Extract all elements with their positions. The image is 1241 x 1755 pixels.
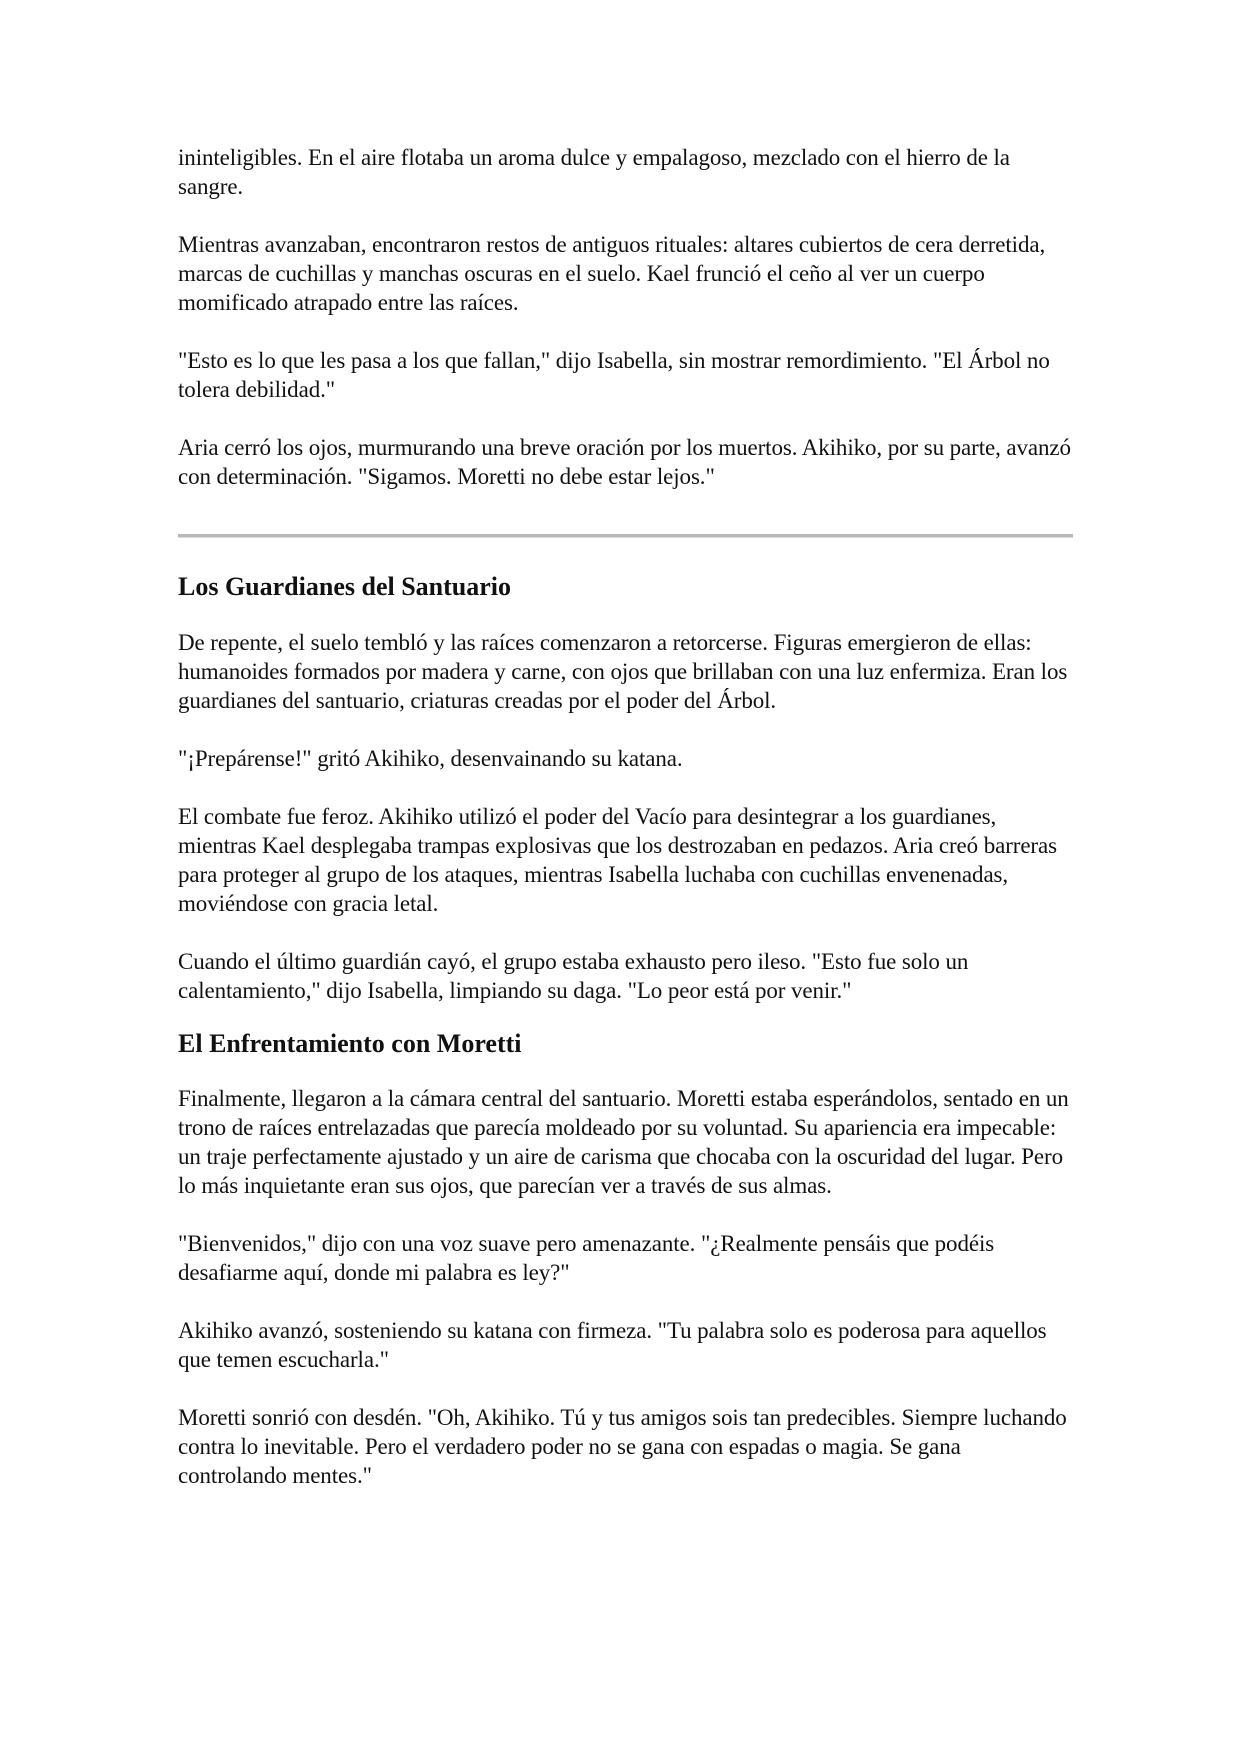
paragraph: De repente, el suelo tembló y las raíces comenzaron a retorcerse. Figuras emergieron de ellas: humanoides formados por madera y carne, con ojos que brillaban con una luz enfermiza. Eran los guardianes del santuario, criaturas creadas por el poder del Árbol. [178, 630, 1068, 713]
horizontal-divider [178, 534, 1073, 538]
section-heading: Los Guardianes del Santuario [178, 572, 512, 601]
paragraph: Cuando el último guardián cayó, el grupo estaba exhausto pero ileso. "Esto fue solo un calentamiento," dijo Isabella, limpiando su daga. "Lo peor está por venir." [178, 949, 969, 1003]
paragraph: Aria cerró los ojos, murmurando una breve oración por los muertos. Akihiko, por su parte, avanzó con determinación. "Sigamos. Moretti no debe estar lejos." [178, 435, 1071, 489]
paragraph: "Esto es lo que les pasa a los que fallan," dijo Isabella, sin mostrar remordimiento. "El Árbol no tolera debilidad." [178, 348, 1050, 402]
document-page [178, 143, 1073, 1490]
paragraph: Mientras avanzaban, encontraron restos de antiguos rituales: altares cubiertos de cera derretida, marcas de cuchillas y manchas oscuras en el suelo. Kael frunció el ceño al ver un cuerpo momificado atrapado entre las raíces. [178, 232, 1046, 315]
paragraph: "¡Prepárense!" gritó Akihiko, desenvainando su katana. [178, 746, 683, 771]
section-heading: El Enfrentamiento con Moretti [178, 1029, 522, 1058]
paragraph: Finalmente, llegaron a la cámara central del santuario. Moretti estaba esperándolos, sentado en un trono de raíces entrelazadas que parecía moldeado por su voluntad. Su apariencia era impecable: un traje perfectamente ajustado y un aire de carisma que chocaba con la oscuridad del lugar. Pero lo más inquietante eran sus ojos, que parecían ver a través de sus almas. [178, 1086, 1069, 1198]
paragraph: Akihiko avanzó, sosteniendo su katana con firmeza. "Tu palabra solo es poderosa para aquellos que temen escucharla." [178, 1318, 1047, 1372]
paragraph: ininteligibles. En el aire flotaba un aroma dulce y empalagoso, mezclado con el hierro de la sangre. [178, 145, 1010, 199]
paragraph: "Bienvenidos," dijo con una voz suave pero amenazante. "¿Realmente pensáis que podéis desafiarme aquí, donde mi palabra es ley?" [178, 1231, 995, 1285]
paragraph: Moretti sonrió con desdén. "Oh, Akihiko. Tú y tus amigos sois tan predecibles. Siempre luchando contra lo inevitable. Pero el verdadero poder no se gana con espadas o magia. Se gana controlando mentes." [178, 1405, 1067, 1488]
paragraph: El combate fue feroz. Akihiko utilizó el poder del Vacío para desintegrar a los guardianes, mientras Kael desplegaba trampas explosivas que los destrozaban en pedazos. Aria creó barreras para proteger al grupo de los ataques, mientras Isabella luchaba con cuchillas envenenadas, moviéndose con gracia letal. [178, 804, 1057, 916]
